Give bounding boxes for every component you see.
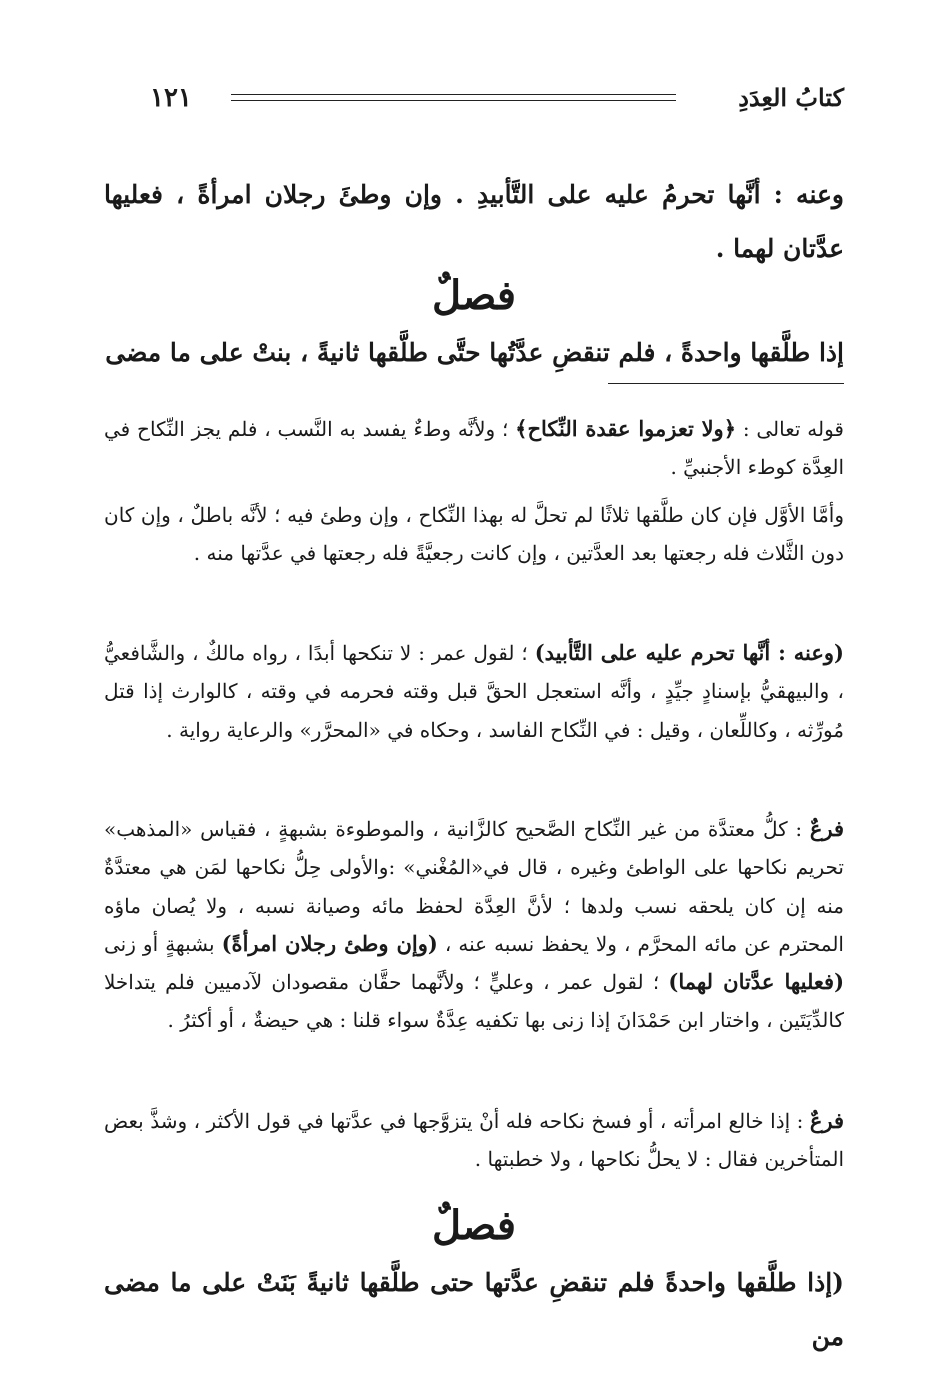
- quoted-matn: (وعنه : أنَّها تحرم عليه على التَّأبيد): [534, 640, 844, 665]
- separator-rule: [608, 383, 844, 384]
- commentary-paragraph-4: [104, 810, 844, 1040]
- commentary-text: قوله تعالى :: [736, 417, 844, 441]
- matn-text-1: وعنه : أنَّها تحرمُ عليه على التَّأبيدِ . وإن وطئَ رجلان امرأةً ، فعليها عدَّتان لهما .: [104, 180, 844, 263]
- page-header: [150, 76, 844, 120]
- far-label: فرعٌ: [809, 1108, 844, 1133]
- commentary-paragraph-5: [104, 1102, 844, 1179]
- header-rule: [231, 94, 676, 101]
- section-heading-2: فصلٌ: [431, 1202, 517, 1249]
- commentary-text: : إذا خالع امرأته ، أو فسخ نكاحه فله أنْ يتزوَّجها في عدَّتها في قول الأكثر ، وشذَّ بعض المتأخرين فقال : لا يحلُّ نكاحها ، ولا خطبتها .: [104, 1109, 844, 1172]
- commentary-paragraph-3: [104, 634, 844, 749]
- far-label: فرعٌ: [809, 816, 844, 841]
- quoted-matn: (فعليها عدَّتان لهما): [668, 969, 845, 995]
- commentary-text: ؛ لقول عمر ، وعليٍّ ؛ ولأنَّهما حقَّان مقصودان لآدميين فلم يتداخلا كالدِّيَتَين ، واختار ابن حَمْدَانَ إذا زنى بها تكفيه عِدَّةٌ سواء قلنا : هي حيضةٌ ، أو أكثرُ .: [104, 970, 844, 1033]
- quoted-matn: (وإن وطئ رجلان امرأةً): [221, 930, 438, 956]
- commentary-text: : كلُّ معتدَّة من غير النِّكاح الصَّحيح كالزَّانية ، والموطوءة بشبهةٍ ، فقياس «المذهب» تحريم نكاحها على الواطئ وغيره ، قال في«المُغْني» :والأولى حِلُّ نكاحها لمَن هي معتدَّةٌ منه إن كان يلحقه نسب ولدها ؛ لأنَّ العِدَّة لحفظ مائه وصيانة نسبه ، ولا يُصان ماؤه المحترم عن مائه المحرَّم ، ولا يحفظ نسبه عنه ،: [104, 817, 844, 956]
- matn-text-2: إذا طلَّقها واحدةً ، فلم تنقضِ عدَّتُها حتَّى طلَّقها ثانيةً ، بنتْ على ما مضى: [105, 338, 844, 367]
- commentary-paragraph-2: وأمَّا الأوَّل فإن كان طلَّقها ثلاثًا لم تحلَّ له بهذا النِّكاح ، وإن وطئ فيه ؛ لأنَّه باطلٌ ، وإن كان دون الثَّلاث فله رجعتها بعد العدَّتين ، وإن كانت رجعيَّةً فله رجعتها في عدَّتها منه .: [104, 503, 844, 566]
- commentary-text: ؛ لقول عمر : لا تنكحها أبدًا ، رواه مالكٌ ، والشَّافعيُّ ، والبيهقيُّ بإسنادٍ جيِّدٍ ، وأنَّه استعجل الحقَّ قبل وقته فحرمه في وقته ، كالوارث إذا قتل مُورِّثه ، وكاللِّعان ، وقيل : في النِّكاح الفاسد ، وحكاه في «المحرَّر» والرعاية رواية .: [104, 641, 844, 742]
- commentary-text: ؛ ولأنَّه وطءٌ يفسد به النَّسب ، فلم يجز النِّكاح في العِدَّة كوطء الأجنبيِّ .: [104, 417, 844, 480]
- commentary-paragraph-1: [104, 410, 844, 487]
- section-heading-1: فصلٌ: [431, 272, 517, 319]
- quran-verse: ﴿ولا تعزموا عقدة النِّكاح﴾: [515, 416, 737, 441]
- page-number: ١٢١: [150, 83, 192, 113]
- running-title: كتابُ العِدَدِ: [738, 83, 844, 112]
- matn-text-3: (إذا طلَّقها واحدةً فلم تنقضِ عدَّتها حتى طلَّقها ثانيةً بَنَتْ على ما مضى من: [104, 1268, 844, 1351]
- commentary-text: بشبهةٍ أو زنى: [104, 931, 222, 956]
